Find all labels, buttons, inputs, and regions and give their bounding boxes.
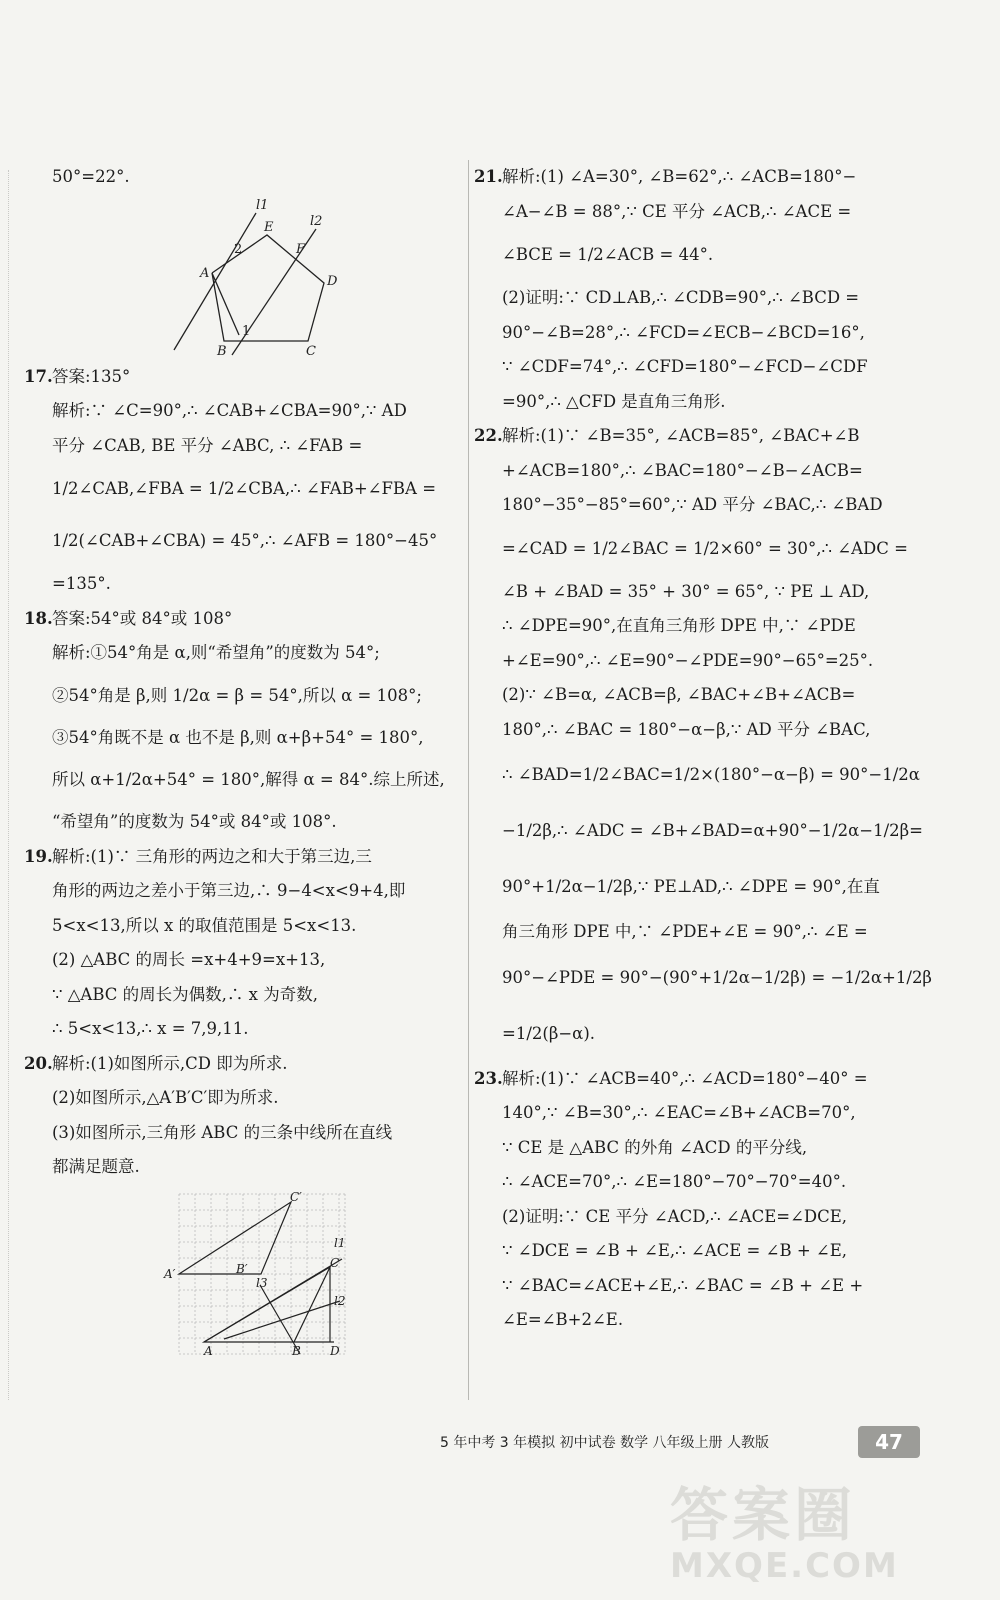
text-line: 角形的两边之差小于第三边,∴ 9−4<x<9+4,即: [52, 881, 406, 900]
text-line: =∠CAD = 1/2∠BAC = 1/2×60° = 30°,∴ ∠ADC =: [502, 538, 908, 558]
text-line: ∠B + ∠BAD = 35° + 30° = 65°, ∵ PE ⊥ AD,: [502, 581, 870, 601]
text-line: 解析:(1)如图所示,CD 即为所求.: [52, 1053, 288, 1073]
text-line: (2)∵ ∠B=α, ∠ACB=β, ∠BAC+∠B+∠ACB=: [502, 685, 856, 704]
grid-diagram: [24, 1189, 464, 1359]
label-c: C: [306, 343, 316, 359]
text-line: 所以 α+1/2α+54° = 180°,解得 α = 84°.综上所述,: [52, 770, 445, 789]
triangle-a2b2c2: [179, 1202, 291, 1274]
question-17: [24, 360, 464, 602]
text-line: (2)证明:∵ CD⊥AB,∴ ∠CDB=90°,∴ ∠BCD =: [502, 288, 860, 307]
text-line: 平分 ∠CAB, BE 平分 ∠ABC, ∴ ∠FAB =: [52, 435, 363, 455]
text-line: 5<x<13,所以 x 的取值范围是 5<x<13.: [52, 915, 357, 935]
question-number: 23.: [474, 1068, 503, 1088]
text-line: +∠ACB=180°,∴ ∠BAC=180°−∠B−∠ACB=: [502, 460, 863, 480]
text-line: 都满足题意.: [52, 1157, 140, 1176]
text-line: 180°−35°−85°=60°,∵ AD 平分 ∠BAC,∴ ∠BAD: [502, 495, 883, 514]
label-l2: l2: [310, 213, 323, 229]
question-21: [474, 160, 939, 419]
text-line: 180°,∴ ∠BAC = 180°−α−β,∵ AD 平分 ∠BAC,: [502, 719, 871, 739]
text-line: 1/2∠CAB,∠FBA = 1/2∠CBA,∴ ∠FAB+∠FBA =: [52, 479, 437, 498]
label-l1: l1: [256, 197, 269, 213]
question-number: 22.: [474, 426, 503, 445]
label-d: D: [327, 273, 338, 289]
text-line: =90°,∴ △CFD 是直角三角形.: [502, 391, 726, 411]
text-line: 解析:①54°角是 α,则“希望角”的度数为 54°;: [52, 643, 380, 662]
text-line: ③54°角既不是 α 也不是 β,则 α+β+54° = 180°,: [52, 727, 424, 747]
label-a: A: [204, 1343, 213, 1358]
question-number: 21.: [474, 167, 503, 186]
text-line: 140°,∵ ∠B=30°,∴ ∠EAC=∠B+∠ACB=70°,: [502, 1103, 856, 1122]
right-column: [474, 160, 939, 1338]
text-line: =1/2(β−α).: [502, 1023, 596, 1043]
label-angle-1: 1: [242, 323, 251, 339]
median-l1: [204, 1259, 342, 1342]
text-line: ∴ ∠BAD=1/2∠BAC=1/2×(180°−α−β) = 90°−1/2α: [502, 765, 920, 784]
text-line: (2) △ABC 的周长 =x+4+9=x+13,: [52, 950, 326, 969]
text-line: ∠E=∠B+2∠E.: [502, 1310, 624, 1329]
text-line: 解析:∵ ∠C=90°,∴ ∠CAB+∠CBA=90°,∵ AD: [52, 401, 407, 420]
text-line: ∴ 5<x<13,∴ x = 7,9,11.: [52, 1019, 249, 1038]
question-number: 20.: [24, 1053, 53, 1073]
question-18: [24, 602, 464, 840]
text-line: ∵ ∠DCE = ∠B + ∠E,∴ ∠ACE = ∠B + ∠E,: [502, 1241, 848, 1260]
answer-line: 答案:135°: [52, 366, 131, 386]
text-line: =135°.: [52, 574, 111, 593]
label-e: E: [264, 219, 274, 235]
text-line: 50°=22°.: [52, 167, 130, 186]
question-20: [24, 1047, 464, 1185]
label-l2: l2: [334, 1293, 346, 1308]
text-line: 解析:(1) ∠A=30°, ∠B=62°,∴ ∠ACB=180°−: [502, 167, 857, 186]
text-line: (2)证明:∵ CE 平分 ∠ACD,∴ ∠ACE=∠DCE,: [502, 1206, 848, 1226]
text-line: 解析:(1)∵ ∠ACB=40°,∴ ∠ACD=180°−40° =: [502, 1068, 868, 1088]
page-footer: [440, 1418, 960, 1458]
label-c: C: [330, 1255, 340, 1270]
text-line: ②54°角是 β,则 1/2α = β = 54°,所以 α = 108°;: [52, 685, 422, 705]
label-b: B: [217, 343, 227, 359]
answer-line: 答案:54°或 84°或 108°: [52, 608, 233, 628]
page-number: 47: [858, 1426, 920, 1458]
text-line: 1/2(∠CAB+∠CBA) = 45°,∴ ∠AFB = 180°−45°: [52, 531, 438, 550]
text-line: 解析:(1)∵ ∠B=35°, ∠ACB=85°, ∠BAC+∠B: [502, 426, 860, 445]
grid-figure: [24, 1189, 464, 1359]
text-line: ∵ ∠CDF=74°,∴ ∠CFD=180°−∠FCD−∠CDF: [502, 357, 868, 376]
text-line: 90°−∠B=28°,∴ ∠FCD=∠ECB−∠BCD=16°,: [502, 322, 865, 342]
text-line: ∵ ∠BAC=∠ACE+∠E,∴ ∠BAC = ∠B + ∠E +: [502, 1275, 864, 1295]
label-a-prime: A′: [164, 1266, 176, 1281]
text-line: (2)如图所示,△A′B′C′即为所求.: [52, 1088, 279, 1107]
text-line: 角三角形 DPE 中,∵ ∠PDE+∠E = 90°,∴ ∠E =: [502, 922, 868, 941]
text-line: ∵ CE 是 △ABC 的外角 ∠ACD 的平分线,: [502, 1137, 808, 1157]
label-b: B: [292, 1343, 301, 1358]
pentagon-shape: [212, 235, 324, 341]
text-line: ∠BCE = 1/2∠ACB = 44°.: [502, 245, 714, 264]
text-line: ∴ ∠DPE=90°,在直角三角形 DPE 中,∵ ∠PDE: [502, 616, 856, 635]
text-line: ∵ △ABC 的周长为偶数,∴ x 为奇数,: [52, 984, 318, 1004]
label-a: A: [200, 265, 210, 281]
left-column: [24, 160, 464, 1359]
label-f: F: [296, 241, 306, 257]
text-line: 90°−∠PDE = 90°−(90°+1/2α−1/2β) = −1/2α+1/2β: [502, 967, 932, 987]
text-line: −1/2β,∴ ∠ADC = ∠B+∠BAD=α+90°−1/2α−1/2β=: [502, 821, 923, 840]
text-line: (3)如图所示,三角形 ABC 的三条中线所在直线: [52, 1122, 393, 1142]
label-l3: l3: [256, 1275, 268, 1290]
label-angle-2: 2: [234, 241, 243, 257]
question-number: 19.: [24, 846, 53, 866]
text-line: ∴ ∠ACE=70°,∴ ∠E=180°−70°−70°=40°.: [502, 1172, 847, 1191]
pentagon-figure: [24, 195, 464, 360]
text-line: 90°+1/2α−1/2β,∵ PE⊥AD,∴ ∠DPE = 90°,在直: [502, 877, 880, 896]
text-line: +∠E=90°,∴ ∠E=90°−∠PDE=90°−65°=25°.: [502, 650, 874, 670]
label-b-prime: B′: [236, 1261, 248, 1276]
watermark: [670, 1468, 899, 1586]
column-divider: [468, 160, 469, 1400]
watermark-url: MXQE.COM: [670, 1546, 899, 1586]
watermark-logo-text: 答案圈: [670, 1481, 857, 1549]
margin-dotted-line: [8, 170, 9, 1400]
label-d: D: [330, 1343, 340, 1358]
text-line: “希望角”的度数为 54°或 84°或 108°.: [52, 812, 337, 831]
text-line: ∠A−∠B = 88°,∵ CE 平分 ∠ACB,∴ ∠ACE =: [502, 201, 852, 221]
label-l1: l1: [334, 1235, 346, 1250]
pentagon-diagram: [24, 195, 464, 360]
text-line: 解析:(1)∵ 三角形的两边之和大于第三边,三: [52, 846, 372, 866]
label-c-prime: C′: [290, 1189, 302, 1204]
question-number: 17.: [24, 366, 53, 386]
book-title: 5 年中考 3 年模拟 初中试卷 数学 八年级上册 人教版: [440, 1435, 769, 1451]
question-number: 18.: [24, 608, 53, 628]
segment-ab: [212, 273, 239, 335]
question-19: [24, 840, 464, 1047]
question-23: [474, 1062, 939, 1338]
question-22: [474, 419, 939, 1062]
